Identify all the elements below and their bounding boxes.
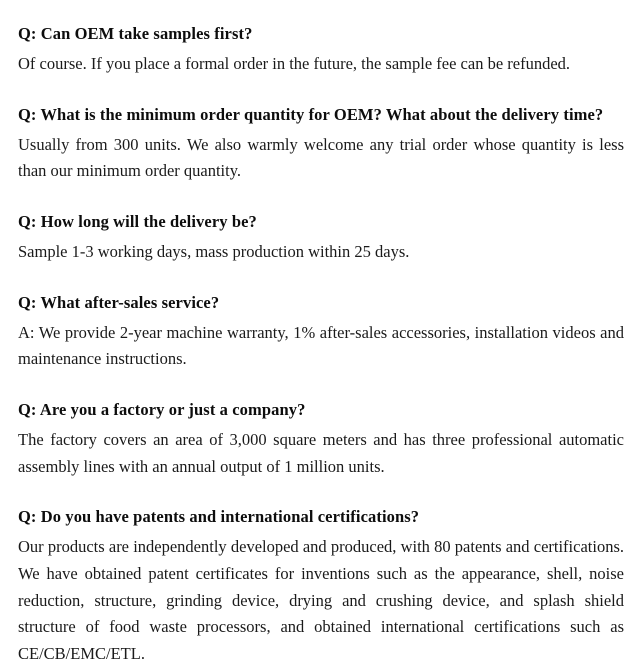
faq-item-minimum-order	[18, 103, 624, 185]
faq-item-patents-certifications	[18, 505, 624, 668]
faq-question: Q: What after-sales service?	[18, 292, 220, 312]
faq-item-delivery-time	[18, 210, 624, 266]
faq-item-after-sales	[18, 291, 624, 373]
faq-item-oem-samples	[18, 22, 624, 78]
faq-question: Q: Can OEM take samples first?	[18, 24, 253, 43]
faq-question: Q: Do you have patents and international certifications?	[18, 507, 420, 527]
faq-answer: Usually from 300 units. We also warmly welcome any trial order whose quantity is less than our minimum order quantity.	[18, 134, 624, 181]
faq-question: Q: How long will the delivery be?	[18, 212, 257, 231]
faq-question: Q: Are you a factory or just a company?	[18, 400, 306, 419]
faq-answer: Our products are independently developed and produced, with 80 patents and certifications. We have obtained patent certificates for inventions such as the appearance, shell, noise reduction, structure, grinding device, drying and crushing device, and splash shield structure of food waste processors, and obtained international certifications such as CE/CB/EMC/ETL.	[18, 537, 624, 664]
faq-item-factory	[18, 398, 624, 480]
faq-answer: Of course. If you place a formal order in the future, the sample fee can be refunded.	[18, 53, 571, 73]
faq-answer: Sample 1-3 working days, mass production within 25 days.	[18, 241, 410, 261]
faq-question: Q: What is the minimum order quantity for OEM? What about the delivery time?	[18, 104, 604, 124]
faq-answer: A: We provide 2-year machine warranty, 1% after-sales accessories, installation videos and maintenance instructions.	[18, 322, 624, 369]
faq-answer: The factory covers an area of 3,000 square meters and has three professional automatic assembly lines with an annual output of 1 million units.	[18, 429, 624, 476]
